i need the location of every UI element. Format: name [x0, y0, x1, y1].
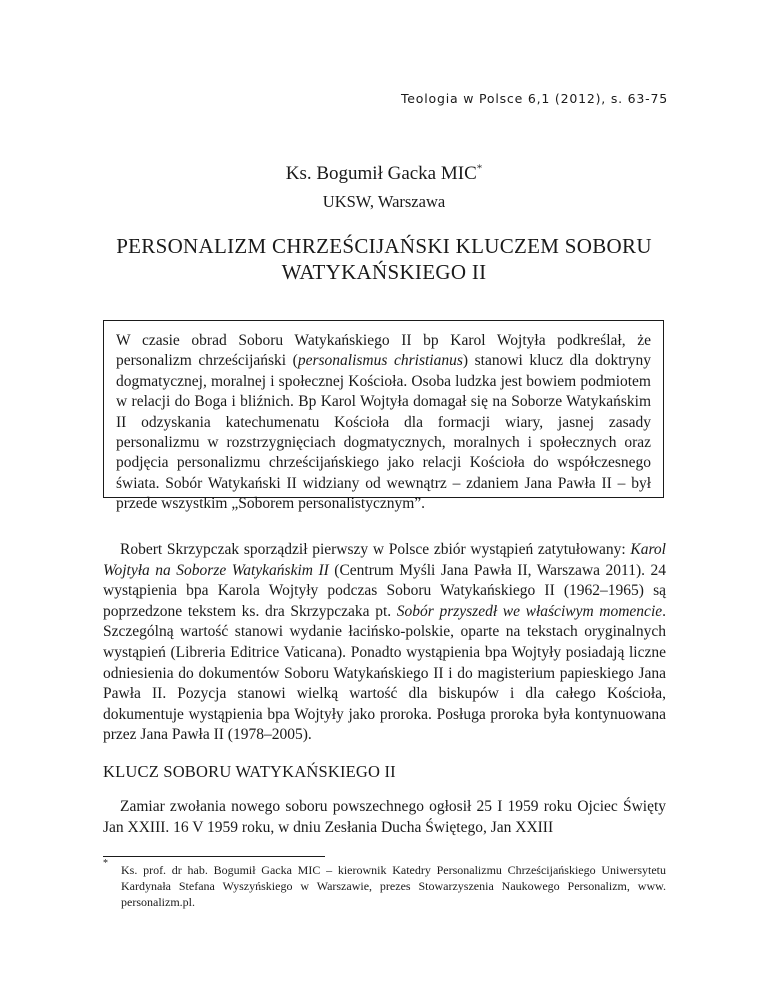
intro-text-part-1: Robert Skrzypczak sporządził pierwszy w Polsce zbiór wystąpień zatytułowany:: [120, 541, 631, 558]
abstract-italic-term: personalismus christianus: [297, 352, 463, 370]
section-paragraph: Zamiar zwołania nowego soboru powszechnego ogłosił 25 I 1959 roku Ojciec Święty Jan XXIII. 16 V 1959 roku, w dniu Zesłania Ducha Świętego, Jan XXIII: [103, 798, 666, 836]
intro-paragraph: [103, 540, 666, 746]
intro-text-part-3: . Szczególną wartość stanowi wydanie łacińsko-polskie, oparte na tekstach oryginalnych wystąpień (Libreria Editrice Vaticana). Ponadto wystąpienia bpa Wojtyły posiadają liczne odniesienia do dokumentów Soboru Watykańskiego II i do magisterium papieskiego Jana Pawła II. Pozycja stanowi wielką wartość dla biskupów i dla całego Kościoła, dokumentuje wystąpienia bpa Wojtyły jako proroka. Posługa proroka była kontynuowana przez Jana Pawła II (1978–2005).: [103, 602, 667, 744]
article-title-line-1: PERSONALIZM CHRZEŚCIJAŃSKI KLUCZEM SOBORU: [116, 234, 652, 258]
footnote-marker: *: [103, 858, 108, 869]
abstract-text: [116, 331, 651, 515]
article-title: [100, 233, 668, 285]
intro-book-title: Karol Wojtyła na Soborze Watykańskim II: [103, 541, 666, 579]
author-name-text: Ks. Bogumił Gacka MIC: [285, 163, 477, 184]
author-affiliation: UKSW, Warszawa: [322, 192, 446, 211]
journal-reference: Teologia w Polsce 6,1 (2012), s. 63-75: [400, 91, 668, 106]
footnote-divider: [103, 856, 325, 857]
section-heading: KLUCZ SOBORU WATYKAŃSKIEGO II: [103, 762, 396, 781]
intro-essay-title: Sobór przyszedł we właściwym momencie: [396, 602, 663, 620]
intro-text-part-2: (Centrum Myśli Jana Pawła II, Warszawa 2011). 24 wystąpienia bpa Karola Wojtyły podczas Soboru Watykańskiego II (1962–1965) są poprzedzone tekstem ks. dra Skrzypczaka pt.: [103, 561, 666, 620]
abstract-text-part-2: ) stanowi klucz dla doktryny dogmatycznej, moralnej i społecznej Kościoła. Osoba ludzka jest bowiem podmiotem w relacji do Boga i bliźnich. Bp Karol Wojtyła domagał się na Soborze Watykańskim II odzyskania katechumenatu Kościoła dla formacji wiary, jasnej zasady personalizmu w rozstrzygnięciach dogmatycznych, moralnych i społecznych oraz podjęcia personalizmu chrześcijańskiego jako relacji Kościoła do współczesnego świata. Sobór Watykański II widziany od wewnątrz – zdaniem Jana Pawła II – był przede wszystkim „Soborem personalistycznym”.: [116, 352, 651, 513]
abstract-text-part-1: W czasie obrad Soboru Watykańskiego II bp Karol Wojtyła podkreślał, że personalizm chrześcijański (: [116, 332, 651, 370]
abstract-box: [103, 320, 664, 513]
author-name: [0, 163, 768, 185]
author-footnote-marker[interactable]: *: [476, 162, 483, 175]
article-title-line-2: WATYKAŃSKIEGO II: [281, 260, 487, 284]
footnote-text: Ks. prof. dr hab. Bogumił Gacka MIC – kierownik Katedry Personalizmu Chrześcijańskiego Uniwersytetu Kardynała Stefana Wyszyńskiego w Warszawie, prezes Stowarzyszenia Naukowego Personalizm, www. personalizm.pl.: [121, 863, 666, 909]
